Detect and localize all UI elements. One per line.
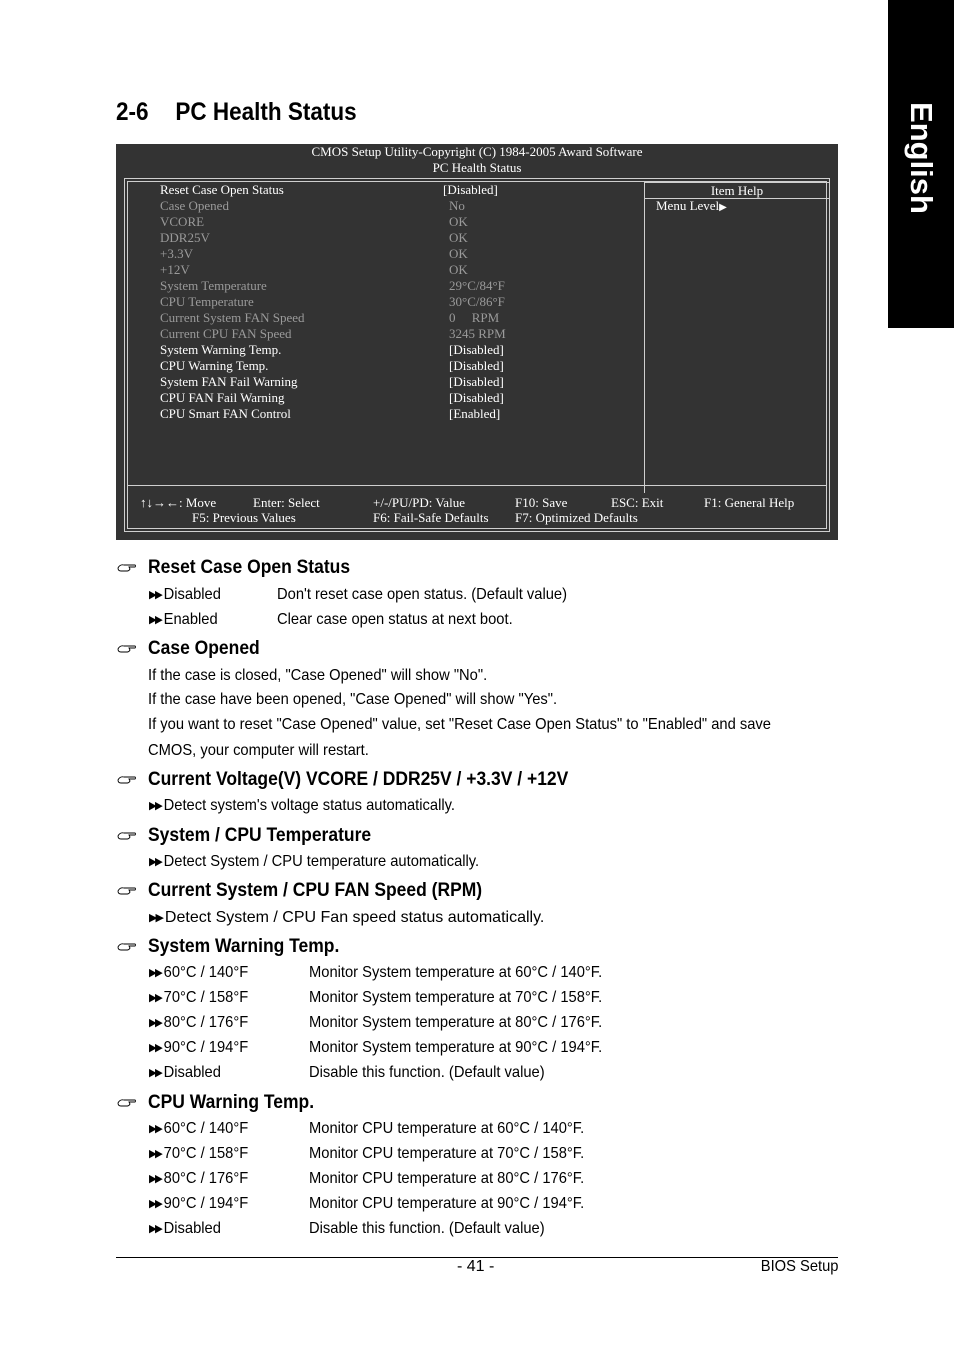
bios-setting-label: +3.3V bbox=[160, 246, 193, 261]
key-move: ↑↓→←: Move bbox=[140, 495, 217, 510]
option-key: ▶▶ Disabled bbox=[149, 586, 221, 603]
bios-footer-divider bbox=[127, 485, 827, 486]
info-bullet: ▶▶ Detect System / CPU Fan speed status automatically. bbox=[149, 909, 545, 926]
bios-help-divider bbox=[644, 181, 645, 493]
item-help-title: Item Help bbox=[644, 182, 830, 199]
option-desc: Monitor System temperature at 70°C / 158°F. bbox=[309, 989, 603, 1006]
pointing-hand-icon bbox=[117, 774, 137, 786]
menu-level: Menu Level▶ bbox=[656, 198, 727, 213]
bios-setting-label: Case Opened bbox=[160, 198, 229, 213]
key-enter: Enter: Select bbox=[253, 495, 320, 510]
paragraph-line: CMOS, your computer will restart. bbox=[148, 742, 369, 759]
heading-cpu-warning: CPU Warning Temp. bbox=[148, 1092, 315, 1113]
bios-setting-label: Current System FAN Speed bbox=[160, 310, 305, 325]
bios-setting-value: 0 RPM bbox=[449, 310, 500, 325]
menu-level-arrow-icon: ▶ bbox=[719, 202, 727, 213]
option-desc: Monitor System temperature at 80°C / 176°F. bbox=[309, 1014, 603, 1031]
double-arrow-icon: ▶▶ bbox=[149, 800, 161, 812]
bios-setting-label: DDR25V bbox=[160, 230, 210, 245]
heading-voltage: Current Voltage(V) VCORE / DDR25V / +3.3V / +12V bbox=[148, 769, 569, 790]
info-bullet: ▶▶ Detect System / CPU temperature automatically. bbox=[149, 853, 480, 870]
option-desc: Disable this function. (Default value) bbox=[309, 1064, 545, 1081]
page-number: - 41 - bbox=[457, 1258, 495, 1275]
double-arrow-icon: ▶▶ bbox=[149, 1173, 161, 1185]
bios-setting-label: Reset Case Open Status bbox=[160, 182, 284, 197]
paragraph-line: If the case have been opened, "Case Opened" will show "Yes". bbox=[148, 691, 558, 708]
key-f6: F6: Fail-Safe Defaults bbox=[373, 510, 489, 525]
bios-screen-title: PC Health Status bbox=[432, 160, 522, 175]
double-arrow-icon: ▶▶ bbox=[149, 1067, 161, 1079]
double-arrow-icon: ▶▶ bbox=[149, 1042, 161, 1054]
bios-setting-value: 30°C/86°F bbox=[449, 294, 505, 309]
paragraph-line: If the case is closed, "Case Opened" will show "No". bbox=[148, 667, 488, 684]
bios-setting-value: [Disabled] bbox=[443, 182, 498, 197]
language-tab-label: English bbox=[904, 102, 939, 214]
key-f5: F5: Previous Values bbox=[192, 510, 296, 525]
bios-setting-value: 29°C/84°F bbox=[449, 278, 505, 293]
double-arrow-icon: ▶▶ bbox=[149, 1017, 161, 1029]
option-desc: Monitor CPU temperature at 80°C / 176°F. bbox=[309, 1170, 585, 1187]
bios-setting-label: +12V bbox=[160, 262, 190, 277]
pointing-hand-icon bbox=[117, 562, 137, 574]
pointing-hand-icon bbox=[117, 885, 137, 897]
double-arrow-icon: ▶▶ bbox=[149, 614, 161, 626]
pointing-hand-icon bbox=[117, 941, 137, 953]
double-arrow-icon: ▶▶ bbox=[149, 1223, 161, 1235]
double-arrow-icon: ▶▶ bbox=[149, 1148, 161, 1160]
key-f10: F10: Save bbox=[515, 495, 568, 510]
bios-setting-label: CPU Temperature bbox=[160, 294, 254, 309]
pointing-hand-icon bbox=[117, 643, 137, 655]
option-key: ▶▶ 90°C / 194°F bbox=[149, 1039, 249, 1056]
option-desc: Clear case open status at next boot. bbox=[277, 611, 513, 628]
bios-setting-label: VCORE bbox=[160, 214, 205, 229]
bios-setting-label: System Temperature bbox=[160, 278, 267, 293]
option-key: ▶▶ 60°C / 140°F bbox=[149, 1120, 249, 1137]
bios-setting-label: CPU Smart FAN Control bbox=[160, 406, 291, 421]
heading-case-opened: Case Opened bbox=[148, 638, 260, 659]
bios-setting-value: OK bbox=[449, 214, 468, 229]
bios-setting-label: System Warning Temp. bbox=[160, 342, 282, 357]
info-bullet: ▶▶ Detect system's voltage status automatically. bbox=[149, 797, 455, 814]
option-key: ▶▶ 90°C / 194°F bbox=[149, 1195, 249, 1212]
bios-setting-value: [Disabled] bbox=[449, 358, 504, 373]
bios-setting-value: [Enabled] bbox=[449, 406, 501, 421]
bios-setting-label: CPU Warning Temp. bbox=[160, 358, 269, 373]
option-desc: Don't reset case open status. (Default value) bbox=[277, 586, 568, 603]
bios-setting-value: No bbox=[449, 198, 465, 213]
option-desc: Monitor System temperature at 90°C / 194°F. bbox=[309, 1039, 603, 1056]
key-f7: F7: Optimized Defaults bbox=[515, 510, 638, 525]
double-arrow-icon: ▶▶ bbox=[149, 992, 161, 1004]
option-key: ▶▶ Enabled bbox=[149, 611, 218, 628]
bios-setting-label: CPU FAN Fail Warning bbox=[160, 390, 285, 405]
key-esc: ESC: Exit bbox=[611, 495, 664, 510]
pointing-hand-icon bbox=[117, 830, 137, 842]
bios-setting-value: OK bbox=[449, 246, 468, 261]
double-arrow-icon: ▶▶ bbox=[149, 856, 161, 868]
double-arrow-icon: ▶▶ bbox=[149, 1123, 161, 1135]
heading-fan-speed: Current System / CPU FAN Speed (RPM) bbox=[148, 880, 483, 901]
bios-setting-label: System FAN Fail Warning bbox=[160, 374, 298, 389]
bios-screen bbox=[116, 144, 838, 540]
heading-reset-case: Reset Case Open Status bbox=[148, 557, 351, 578]
section-title: PC Health Status bbox=[175, 98, 357, 126]
bios-copyright: CMOS Setup Utility-Copyright (C) 1984-2005 Award Software bbox=[311, 144, 643, 159]
bios-setting-value: OK bbox=[449, 262, 468, 277]
option-key: ▶▶ 70°C / 158°F bbox=[149, 989, 249, 1006]
option-desc: Monitor CPU temperature at 90°C / 194°F. bbox=[309, 1195, 585, 1212]
option-key: ▶▶ Disabled bbox=[149, 1220, 221, 1237]
paragraph-line: If you want to reset "Case Opened" value, set "Reset Case Open Status" to "Enabled" and save bbox=[148, 716, 771, 733]
page-title bbox=[116, 98, 357, 127]
option-key: ▶▶ 70°C / 158°F bbox=[149, 1145, 249, 1162]
heading-system-warning: System Warning Temp. bbox=[148, 936, 340, 957]
bios-setting-value: [Disabled] bbox=[449, 342, 504, 357]
double-arrow-icon: ▶▶ bbox=[149, 967, 161, 979]
key-f1: F1: General Help bbox=[704, 495, 795, 510]
double-arrow-icon: ▶▶ bbox=[149, 1198, 161, 1210]
double-arrow-icon: ▶▶ bbox=[149, 912, 162, 924]
bios-setting-value: OK bbox=[449, 230, 468, 245]
bios-setting-value: [Disabled] bbox=[449, 390, 504, 405]
option-desc: Disable this function. (Default value) bbox=[309, 1220, 545, 1237]
heading-temperature: System / CPU Temperature bbox=[148, 825, 372, 846]
bios-setting-label: Current CPU FAN Speed bbox=[160, 326, 292, 341]
option-desc: Monitor System temperature at 60°C / 140°F. bbox=[309, 964, 603, 981]
option-desc: Monitor CPU temperature at 60°C / 140°F. bbox=[309, 1120, 585, 1137]
option-key: ▶▶ 80°C / 176°F bbox=[149, 1014, 249, 1031]
bios-setting-value: [Disabled] bbox=[449, 374, 504, 389]
option-key: ▶▶ Disabled bbox=[149, 1064, 221, 1081]
option-key: ▶▶ 80°C / 176°F bbox=[149, 1170, 249, 1187]
bios-setting-value: 3245 RPM bbox=[449, 326, 506, 341]
pointing-hand-icon bbox=[117, 1097, 137, 1109]
footer-chapter: BIOS Setup bbox=[760, 1258, 838, 1275]
option-desc: Monitor CPU temperature at 70°C / 158°F. bbox=[309, 1145, 585, 1162]
language-tab bbox=[888, 0, 954, 328]
key-value: +/-/PU/PD: Value bbox=[373, 495, 465, 510]
double-arrow-icon: ▶▶ bbox=[149, 589, 161, 601]
section-number: 2-6 bbox=[116, 98, 149, 126]
option-key: ▶▶ 60°C / 140°F bbox=[149, 964, 249, 981]
